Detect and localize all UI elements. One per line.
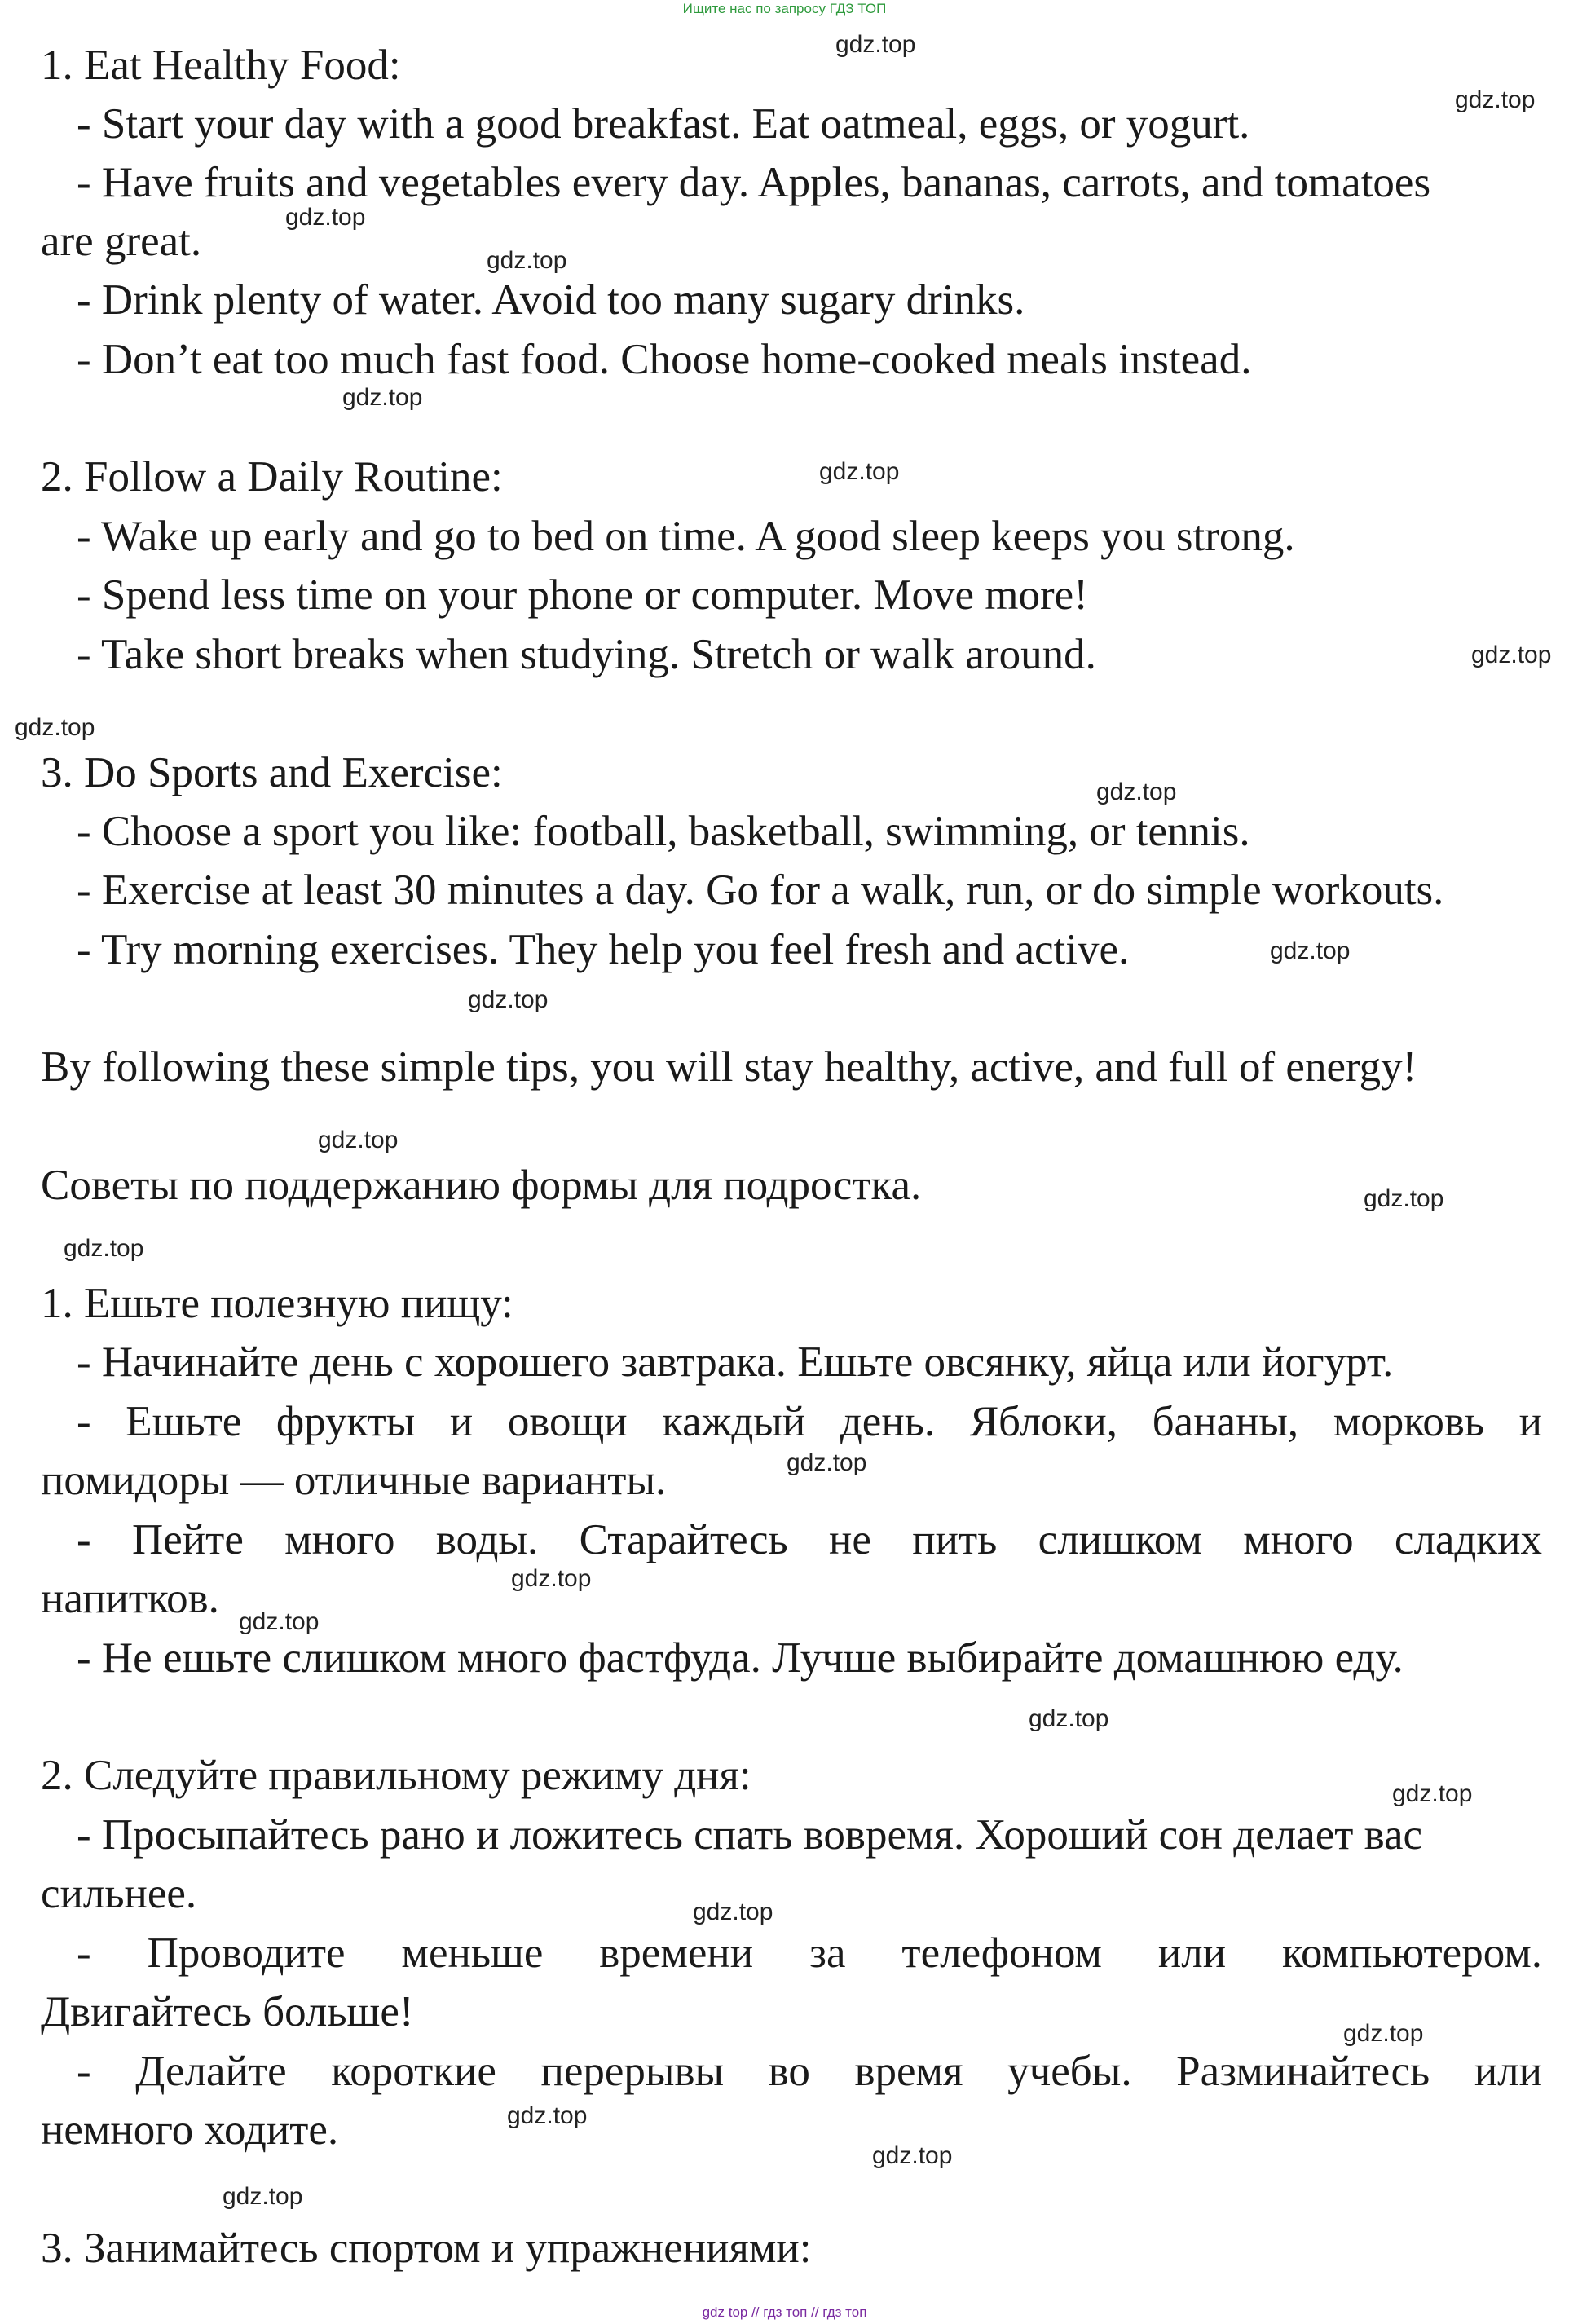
en-s1-bullet-2-line-1: - Have fruits and vegetables every day. Apples, bananas, carrots, and tomatoes [77, 159, 1431, 206]
watermark: gdz.top [1343, 2020, 1424, 2047]
watermark: gdz.top [239, 1608, 320, 1635]
en-conclusion: By following these simple tips, you will stay healthy, active, and full of energy! [41, 1043, 1417, 1091]
ru-s2-bullet-1-line-1: - Просыпайтесь рано и ложитесь спать вовремя. Хороший сон делает вас [77, 1811, 1423, 1859]
watermark: gdz.top [342, 384, 423, 411]
watermark: gdz.top [511, 1565, 592, 1592]
ru-s2-bullet-3-line-1: - Делайте короткие перерывы во время учебы. Разминайтесь или [77, 2048, 1542, 2095]
watermark: gdz.top [318, 1127, 399, 1153]
en-s2-bullet-3: - Take short breaks when studying. Stretch or walk around. [77, 631, 1096, 678]
watermark: gdz.top [819, 458, 900, 485]
ru-s2-bullet-2-line-2: Двигайтесь больше! [41, 1988, 414, 2035]
watermark: gdz.top [1471, 642, 1552, 668]
ru-s2-bullet-1-line-2: сильнее. [41, 1870, 197, 1917]
watermark: gdz.top [487, 247, 567, 274]
ru-section-3-title: 3. Занимайтесь спортом и упражнениями: [41, 2225, 812, 2272]
en-s3-bullet-2: - Exercise at least 30 minutes a day. Go for a walk, run, or do simple workouts. [77, 867, 1444, 914]
watermark: gdz.top [507, 2102, 588, 2129]
ru-s1-bullet-2-line-1: - Ешьте фрукты и овощи каждый день. Яблоки, бананы, морковь и [77, 1398, 1542, 1445]
watermark: gdz.top [1029, 1705, 1109, 1732]
en-s3-bullet-1: - Choose a sport you like: football, basketball, swimming, or tennis. [77, 808, 1250, 855]
ru-section-2-title: 2. Следуйте правильному режиму дня: [41, 1752, 751, 1799]
en-s1-bullet-3: - Drink plenty of water. Avoid too many sugary drinks. [77, 276, 1025, 324]
ru-heading: Советы по поддержанию формы для подростка. [41, 1162, 922, 1209]
watermark: gdz.top [64, 1235, 144, 1262]
watermark: gdz.top [872, 2142, 953, 2169]
watermark: gdz.top [1270, 937, 1351, 964]
ru-s1-bullet-3-line-2: напитков. [41, 1575, 219, 1622]
en-section-3-title: 3. Do Sports and Exercise: [41, 749, 503, 796]
en-s2-bullet-2: - Spend less time on your phone or computer. Move more! [77, 571, 1088, 619]
ru-s1-bullet-1: - Начинайте день с хорошего завтрака. Ешьте овсянку, яйца или йогурт. [77, 1338, 1394, 1386]
watermark: gdz.top [1392, 1780, 1473, 1807]
en-s3-bullet-3: - Try morning exercises. They help you feel fresh and active. [77, 926, 1130, 973]
watermark: gdz.top [223, 2183, 303, 2210]
en-s2-bullet-1: - Wake up early and go to bed on time. A good sleep keeps you strong. [77, 513, 1295, 560]
en-section-1-title: 1. Eat Healthy Food: [41, 42, 401, 89]
ru-s1-bullet-2-line-2: помидоры — отличные варианты. [41, 1457, 667, 1504]
watermark: gdz.top [835, 31, 916, 58]
en-s1-bullet-1: - Start your day with a good breakfast. Eat oatmeal, eggs, or yogurt. [77, 100, 1250, 148]
watermark: gdz.top [1455, 86, 1536, 113]
ru-section-1-title: 1. Ешьте полезную пищу: [41, 1280, 513, 1327]
ru-s1-bullet-4: - Не ешьте слишком много фастфуда. Лучше выбирайте домашнюю еду. [77, 1634, 1404, 1682]
ru-s1-bullet-3-line-1: - Пейте много воды. Старайтесь не пить слишком много сладких [77, 1516, 1542, 1563]
watermark: gdz.top [1096, 778, 1177, 805]
footer-note: gdz top // гдз топ // гдз топ [702, 2304, 867, 2320]
en-s1-bullet-2-line-2: are great. [41, 218, 202, 265]
watermark: gdz.top [693, 1898, 773, 1925]
watermark: gdz.top [787, 1449, 867, 1476]
watermark: gdz.top [1364, 1185, 1444, 1212]
watermark: gdz.top [15, 714, 95, 741]
en-section-2-title: 2. Follow a Daily Routine: [41, 453, 503, 501]
ru-s2-bullet-3-line-2: немного ходите. [41, 2106, 339, 2154]
ru-s2-bullet-2-line-1: - Проводите меньше времени за телефоном или компьютером. [77, 1929, 1542, 1977]
header-search-note: Ищите нас по запросу ГДЗ ТОП [682, 1, 887, 16]
watermark: gdz.top [468, 986, 549, 1013]
en-s1-bullet-4: - Don’t eat too much fast food. Choose home-cooked meals instead. [77, 336, 1252, 383]
watermark: gdz.top [285, 204, 366, 231]
